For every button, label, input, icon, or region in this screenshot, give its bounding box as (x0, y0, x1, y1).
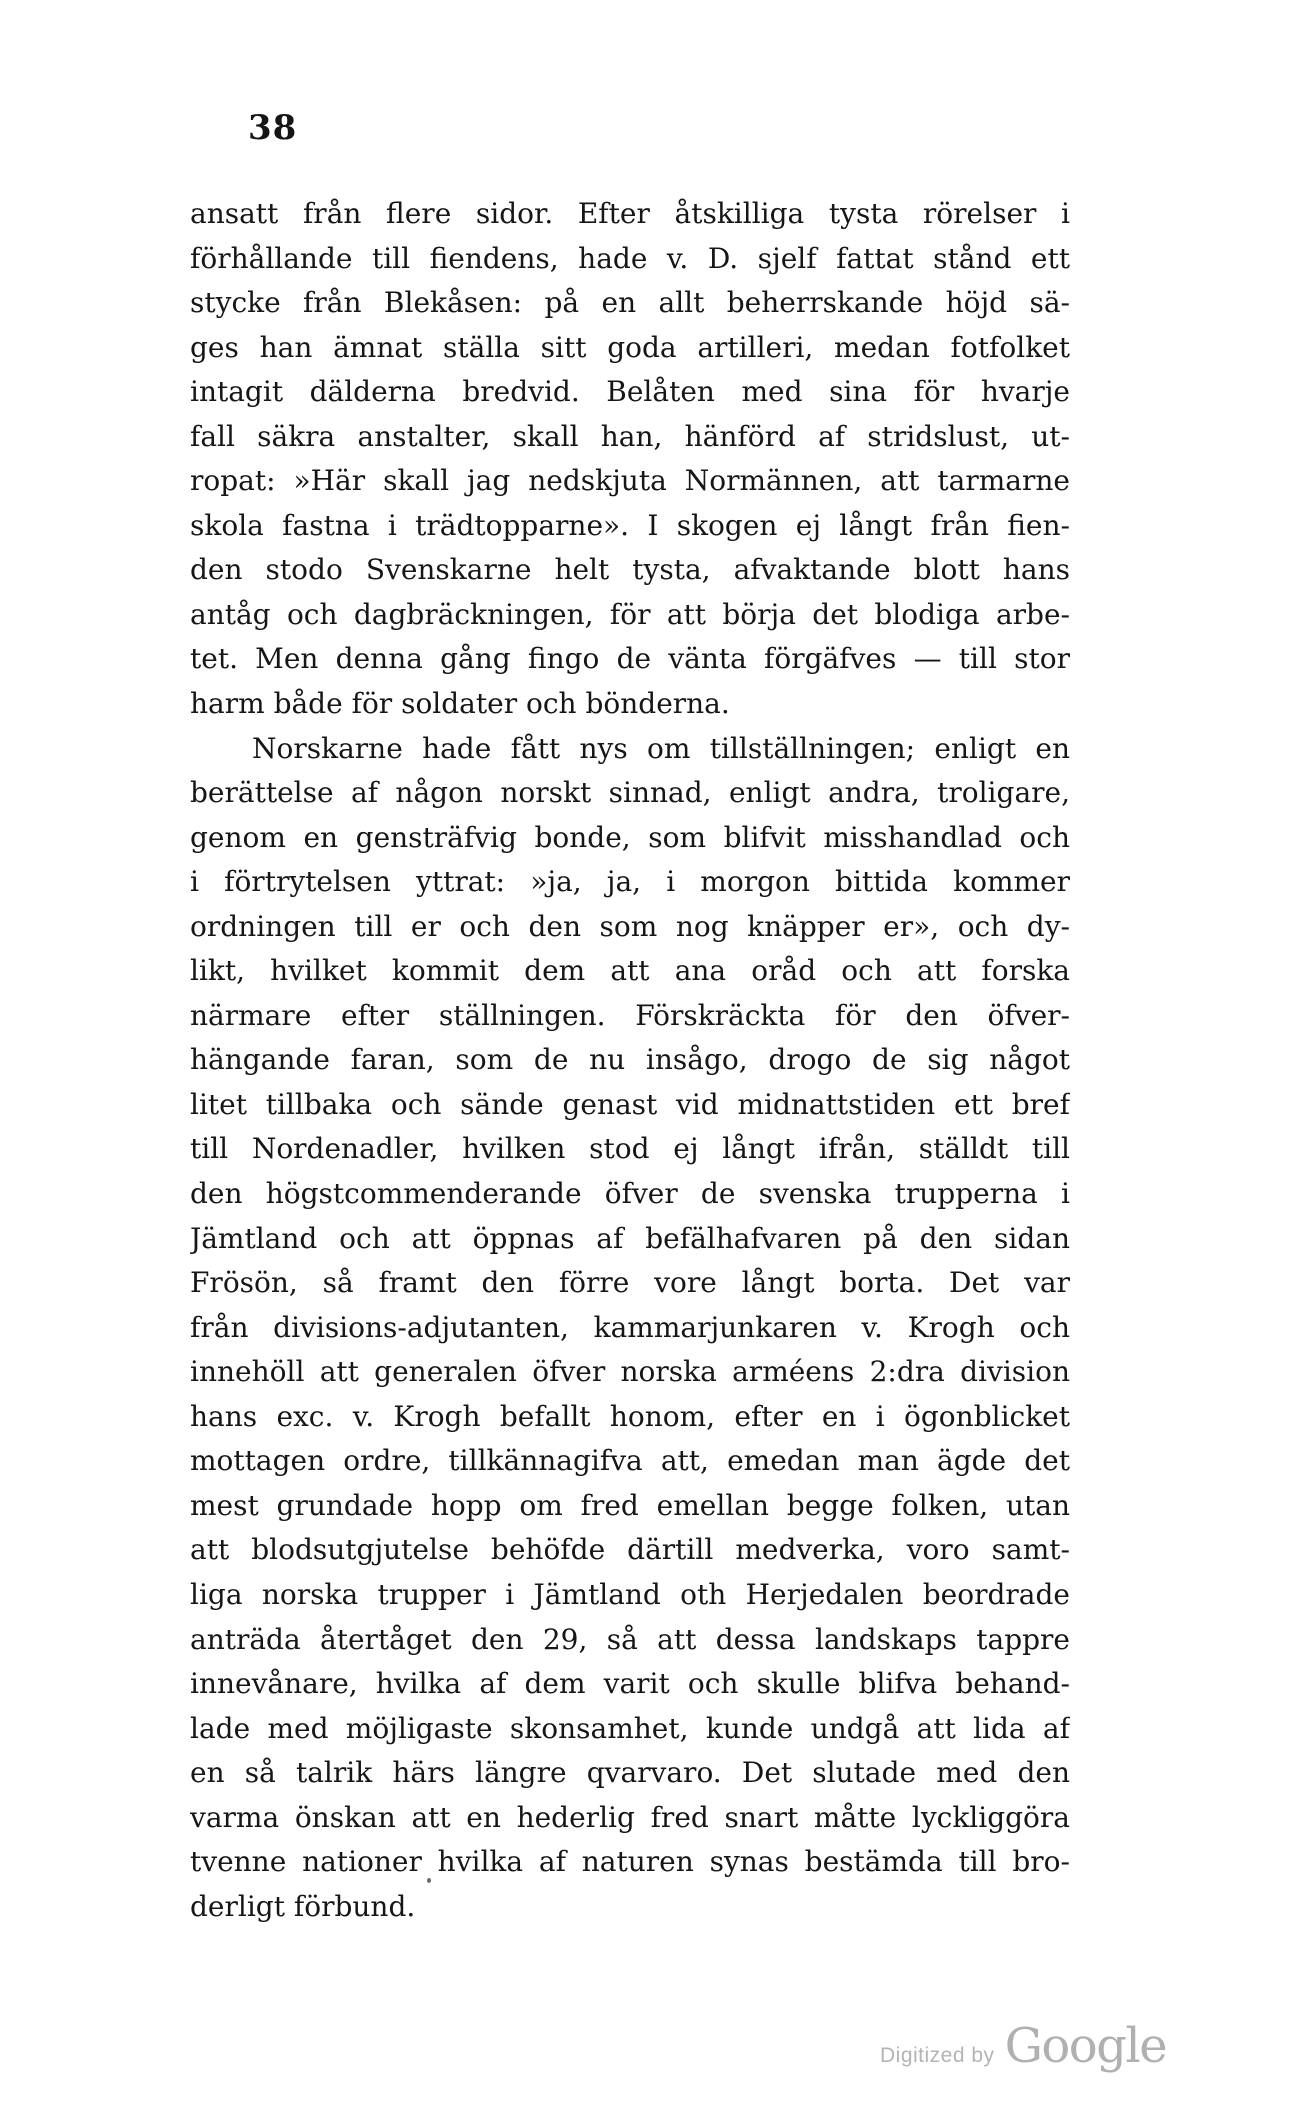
text-line: innevånare, hvilka af dem varit och skulle blifva behand- (190, 1667, 1070, 1701)
text-line: en så talrik härs längre qvarvaro. Det slutade med den (190, 1756, 1070, 1790)
text-line: harm både för soldater och bönderna. (190, 687, 730, 721)
text-line: ges han ämnat ställa sitt goda artilleri, medan fotfolket (190, 330, 1070, 364)
text-line: ordningen till er och den som nog knäpper er», och dy- (190, 909, 1070, 943)
text-line: intagit dälderna bredvid. Belåten med sina för hvarje (190, 375, 1070, 409)
text-line: till Nordenadler, hvilken stod ej långt ifrån, ställdt till (190, 1132, 1070, 1166)
text-line: närmare efter ställningen. Förskräckta för den öfver- (190, 998, 1070, 1032)
text-line: fall säkra anstalter, skall han, hänförd af stridslust, ut- (190, 419, 1070, 453)
page-text (190, 192, 1070, 1929)
text-line: att blodsutgjutelse behöfde därtill medverka, voro samt- (190, 1533, 1070, 1567)
text-line: mottagen ordre, tillkännagifva att, emedan man ägde det (190, 1444, 1070, 1478)
text-line: ropat: »Här skall jag nedskjuta Normännen, att tarmarne (190, 464, 1070, 498)
text-line: i förtrytelsen yttrat: »ja, ja, i morgon bittida kommer (190, 865, 1070, 899)
text-line: hans exc. v. Krogh befallt honom, efter en i ögonblicket (190, 1399, 1070, 1433)
text-line: antåg och dagbräckningen, för att börja det blodiga arbe- (190, 597, 1070, 631)
text-line: lade med möjligaste skonsamhet, kunde undgå att lida af (190, 1711, 1070, 1745)
text-line: den högstcommenderande öfver de svenska trupperna i (190, 1177, 1070, 1211)
text-line: ansatt från flere sidor. Efter åtskilliga tysta rörelser i (190, 197, 1070, 230)
watermark (880, 2018, 1166, 2074)
google-logo: Google (1004, 2018, 1167, 2074)
page-number: 38 (248, 108, 298, 148)
text-line: likt, hvilket kommit dem att ana oråd och att forska (190, 954, 1070, 988)
text-line: berättelse af någon norskt sinnad, enligt andra, troligare, (190, 776, 1070, 810)
text-line: genom en gensträfvig bonde, som blifvit misshandlad och (190, 820, 1070, 854)
text-line: Frösön, så framt den förre vore långt borta. Det var (190, 1266, 1070, 1300)
text-line: stycke från Blekåsen: på en allt beherrskande höjd sä- (190, 286, 1070, 320)
text-line: Norskarne hade fått nys om tillställningen; enligt en (252, 731, 1070, 765)
text-line: varma önskan att en hederlig fred snart måtte lyckliggöra (190, 1800, 1070, 1834)
text-line: hängande faran, som de nu insågo, drogo de sig något (190, 1043, 1070, 1077)
text-line: tet. Men denna gång fingo de vänta förgäfves — till stor (190, 642, 1070, 676)
text-line: tvenne nationer hvilka af naturen synas bestämda till bro- (190, 1845, 1070, 1879)
text-line: derligt förbund. (190, 1889, 416, 1923)
scan-speck (427, 1878, 431, 1883)
text-line: mest grundade hopp om fred emellan begge folken, utan (190, 1488, 1070, 1522)
watermark-prefix: Digitized by (880, 2044, 995, 2067)
text-line: liga norska trupper i Jämtland oth Herjedalen beordrade (190, 1577, 1070, 1611)
text-line: skola fastna i trädtopparne». I skogen ej långt från fien- (190, 508, 1070, 542)
text-line: Jämtland och att öppnas af befälhafvaren på den sidan (190, 1221, 1070, 1255)
text-line: anträda återtåget den 29, så att dessa landskaps tappre (190, 1622, 1070, 1656)
text-line: förhållande till fiendens, hade v. D. sjelf fattat stånd ett (190, 241, 1070, 275)
text-line: litet tillbaka och sände genast vid midnattstiden ett bref (190, 1087, 1070, 1121)
text-line: innehöll att generalen öfver norska arméens 2:dra division (190, 1355, 1070, 1389)
text-line: den stodo Svenskarne helt tysta, afvaktande blott hans (190, 553, 1070, 587)
text-line: från divisions-adjutanten, kammarjunkaren v. Krogh och (190, 1310, 1070, 1344)
